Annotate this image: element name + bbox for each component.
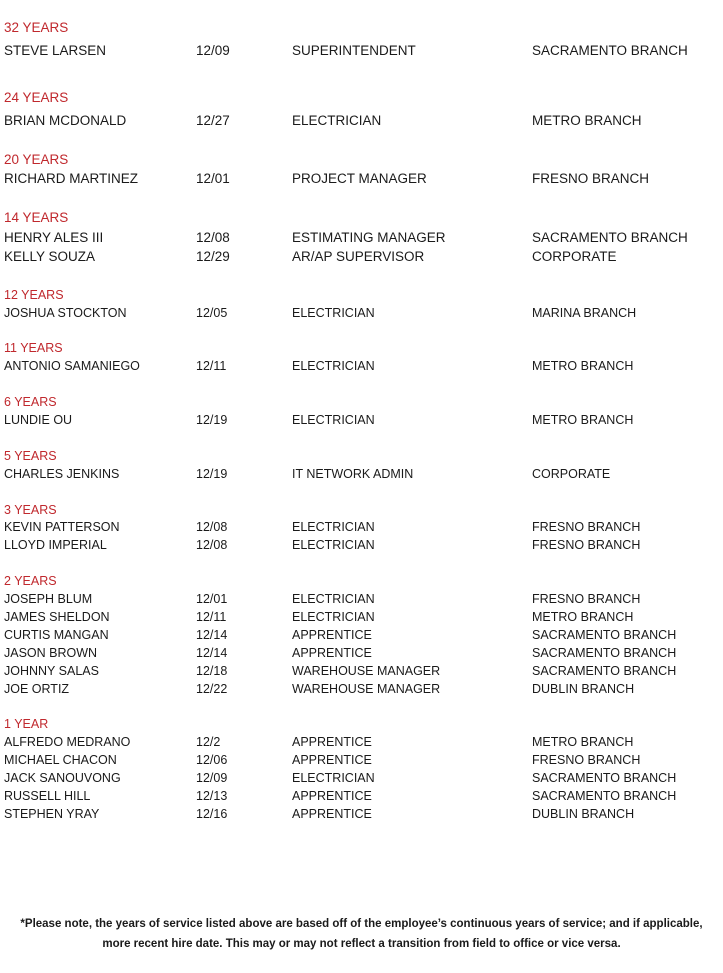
branch-name: METRO BRANCH: [532, 413, 634, 427]
years-heading: 11 YEARS: [4, 341, 63, 355]
job-title: WAREHOUSE MANAGER: [292, 682, 441, 696]
job-title: SUPERINTENDENT: [292, 43, 416, 58]
employee-name: STEVE LARSEN: [4, 43, 107, 58]
branch-name: SACRAMENTO BRANCH: [532, 628, 677, 642]
branch-name: FRESNO BRANCH: [532, 592, 641, 606]
employee-name: ANTONIO SAMANIEGO: [4, 359, 140, 373]
anniversary-date: 12/19: [196, 467, 228, 481]
employee-name: KEVIN PATTERSON: [4, 520, 120, 534]
branch-name: SACRAMENTO BRANCH: [532, 230, 688, 245]
anniversary-date: 12/16: [196, 807, 228, 821]
branch-name: FRESNO BRANCH: [532, 520, 641, 534]
anniversary-date: 12/18: [196, 664, 228, 678]
years-heading: 1 YEAR: [4, 717, 49, 731]
employee-name: RUSSELL HILL: [4, 789, 91, 803]
branch-name: METRO BRANCH: [532, 610, 634, 624]
employee-name: ALFREDO MEDRANO: [4, 735, 131, 749]
job-title: ELECTRICIAN: [292, 113, 382, 128]
anniversary-date: 12/11: [196, 610, 227, 624]
years-heading: 32 YEARS: [4, 20, 69, 35]
branch-name: CORPORATE: [532, 249, 617, 264]
anniversary-date: 12/2: [196, 735, 221, 749]
employee-name: JOHNNY SALAS: [4, 664, 99, 678]
job-title: APPRENTICE: [292, 646, 372, 660]
years-heading: 20 YEARS: [4, 152, 69, 167]
job-title: APPRENTICE: [292, 789, 372, 803]
employee-name: KELLY SOUZA: [4, 249, 96, 264]
job-title: AR/AP SUPERVISOR: [292, 249, 425, 264]
anniversary-date: 12/09: [196, 771, 228, 785]
years-heading: 14 YEARS: [4, 210, 69, 225]
branch-name: DUBLIN BRANCH: [532, 682, 635, 696]
employee-name: LLOYD IMPERIAL: [4, 538, 107, 552]
employee-name: LUNDIE OU: [4, 413, 73, 427]
branch-name: METRO BRANCH: [532, 113, 642, 128]
years-heading: 24 YEARS: [4, 90, 69, 105]
branch-name: SACRAMENTO BRANCH: [532, 789, 677, 803]
years-heading: 2 YEARS: [4, 574, 57, 588]
employee-name: RICHARD MARTINEZ: [4, 171, 139, 186]
anniversary-date: 12/06: [196, 753, 228, 767]
branch-name: SACRAMENTO BRANCH: [532, 771, 677, 785]
anniversary-date: 12/11: [196, 359, 227, 373]
job-title: APPRENTICE: [292, 735, 372, 749]
employee-name: MICHAEL CHACON: [4, 753, 117, 767]
employee-name: CHARLES JENKINS: [4, 467, 120, 481]
employee-name: JACK SANOUVONG: [4, 771, 121, 785]
job-title: ELECTRICIAN: [292, 538, 375, 552]
branch-name: DUBLIN BRANCH: [532, 807, 635, 821]
employee-name: JOSHUA STOCKTON: [4, 306, 127, 320]
branch-name: SACRAMENTO BRANCH: [532, 646, 677, 660]
job-title: APPRENTICE: [292, 628, 372, 642]
anniversary-date: 12/01: [196, 171, 230, 186]
job-title: APPRENTICE: [292, 753, 372, 767]
anniversary-date: 12/08: [196, 520, 228, 534]
years-heading: 5 YEARS: [4, 449, 57, 463]
employee-name: HENRY ALES III: [4, 230, 104, 245]
employee-name: JOE ORTIZ: [4, 682, 70, 696]
anniversary-date: 12/13: [196, 789, 228, 803]
job-title: APPRENTICE: [292, 807, 372, 821]
job-title: ELECTRICIAN: [292, 413, 375, 427]
branch-name: CORPORATE: [532, 467, 611, 481]
footnote-line-1: *Please note, the years of service listed above are based off of the employee’s continuous years of service; and if applicable,: [20, 918, 703, 930]
years-heading: 3 YEARS: [4, 503, 57, 517]
branch-name: FRESNO BRANCH: [532, 538, 641, 552]
anniversary-date: 12/14: [196, 646, 228, 660]
anniversary-date: 12/29: [196, 249, 230, 264]
job-title: WAREHOUSE MANAGER: [292, 664, 441, 678]
anniversary-date: 12/14: [196, 628, 228, 642]
anniversary-date: 12/01: [196, 592, 228, 606]
job-title: ESTIMATING MANAGER: [292, 230, 446, 245]
anniversary-date: 12/09: [196, 43, 230, 58]
employee-name: JAMES SHELDON: [4, 610, 110, 624]
footnote-line-2: more recent hire date. This may or may not reflect a transition from field to office or vice versa.: [102, 938, 621, 950]
anniversary-date: 12/08: [196, 230, 230, 245]
employee-name: BRIAN MCDONALD: [4, 113, 127, 128]
job-title: ELECTRICIAN: [292, 592, 375, 606]
footnote: [0, 914, 723, 954]
anniversary-date: 12/05: [196, 306, 228, 320]
branch-name: FRESNO BRANCH: [532, 171, 650, 186]
years-heading: 6 YEARS: [4, 395, 57, 409]
branch-name: SACRAMENTO BRANCH: [532, 43, 688, 58]
employee-name: CURTIS MANGAN: [4, 628, 109, 642]
branch-name: SACRAMENTO BRANCH: [532, 664, 677, 678]
branch-name: METRO BRANCH: [532, 735, 634, 749]
anniversary-date: 12/08: [196, 538, 228, 552]
job-title: IT NETWORK ADMIN: [292, 467, 414, 481]
job-title: ELECTRICIAN: [292, 306, 375, 320]
branch-name: MARINA BRANCH: [532, 306, 637, 320]
branch-name: METRO BRANCH: [532, 359, 634, 373]
anniversary-date: 12/22: [196, 682, 228, 696]
anniversary-date: 12/19: [196, 413, 228, 427]
employee-name: JASON BROWN: [4, 646, 98, 660]
employee-name: JOSEPH BLUM: [4, 592, 93, 606]
job-title: ELECTRICIAN: [292, 771, 375, 785]
branch-name: FRESNO BRANCH: [532, 753, 641, 767]
job-title: ELECTRICIAN: [292, 520, 375, 534]
employee-name: STEPHEN YRAY: [4, 807, 100, 821]
years-heading: 12 YEARS: [4, 288, 64, 302]
job-title: ELECTRICIAN: [292, 610, 375, 624]
anniversary-date: 12/27: [196, 113, 230, 128]
job-title: ELECTRICIAN: [292, 359, 375, 373]
job-title: PROJECT MANAGER: [292, 171, 427, 186]
